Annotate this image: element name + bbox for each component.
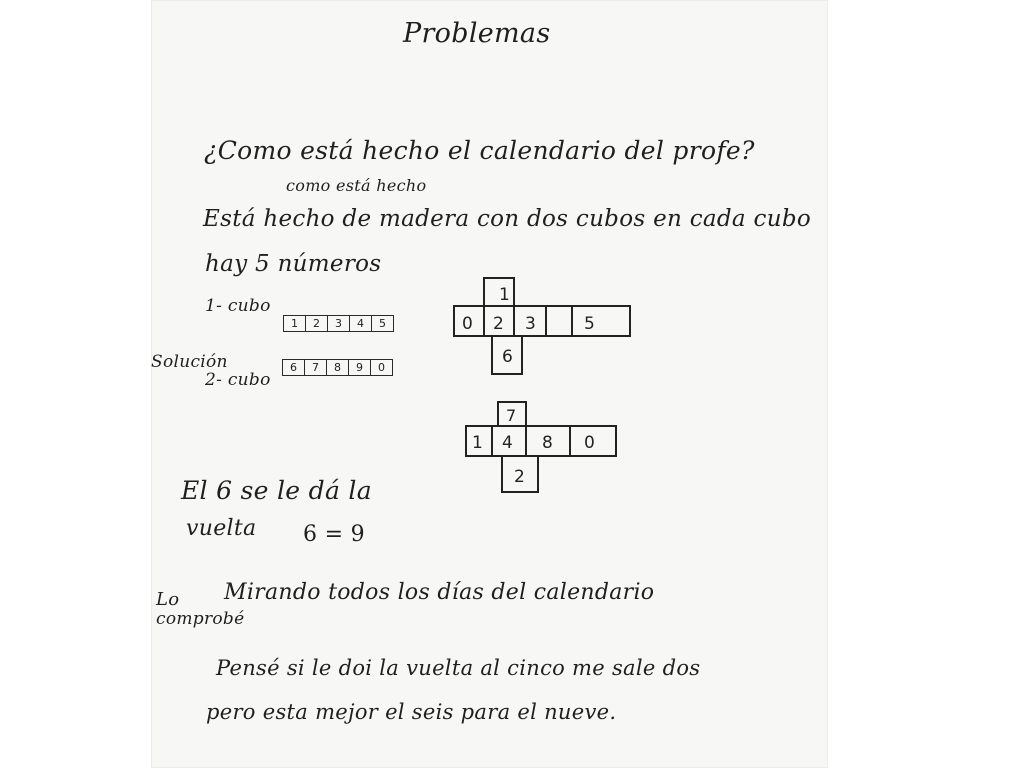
six-note-line-2: vuelta (186, 516, 257, 541)
net2-bottom-digit: 2 (514, 467, 525, 487)
digit-cell: 2 (306, 316, 328, 331)
net1-top-digit: 1 (499, 285, 510, 305)
net2-face-digit: 4 (502, 433, 513, 453)
cube-2-digit-strip (282, 359, 393, 376)
digit-cell: 3 (328, 316, 350, 331)
net1-face-digit: 0 (462, 314, 473, 334)
page-title: Problemas (403, 18, 551, 49)
digit-cell: 0 (378, 361, 385, 374)
net1-face-digit: 5 (584, 314, 595, 334)
cube-net-2 (462, 400, 620, 496)
net2-face-digit: 1 (472, 433, 483, 453)
digit-cell: 5 (379, 317, 386, 330)
net2-top-digit: 7 (506, 406, 517, 425)
six-note-line-1: El 6 se le dá la (181, 476, 372, 505)
digit-cell: 9 (349, 360, 371, 375)
net1-face-digit: 2 (493, 314, 504, 334)
answer-line-2: hay 5 números (205, 251, 382, 277)
answer-line-1: Está hecho de madera con dos cubos en cada cubo (203, 206, 812, 232)
digit-cell: 4 (350, 316, 372, 331)
net2-face-digit: 0 (584, 433, 595, 453)
cube-2-label: 2- cubo (205, 370, 271, 390)
net1-face-digit: 3 (525, 314, 536, 334)
cube-net-1 (450, 276, 634, 380)
net2-face-digit: 8 (542, 433, 553, 453)
pense-line-1: Pensé si le doi la vuelta al cinco me sale dos (216, 656, 701, 680)
question-note: como está hecho (286, 176, 427, 195)
digit-cell: 1 (284, 316, 306, 331)
cube-1-digit-strip (283, 315, 394, 332)
six-equals-nine: 6 = 9 (303, 522, 365, 547)
comprobe-label: comprobé (156, 609, 245, 629)
pense-line-2: pero esta mejor el seis para el nueve. (206, 700, 617, 724)
net1-bottom-digit: 6 (502, 347, 513, 367)
question-text: ¿Como está hecho el calendario del profe? (204, 136, 755, 165)
digit-cell: 6 (283, 360, 305, 375)
digit-cell: 8 (327, 360, 349, 375)
digit-cell: 7 (305, 360, 327, 375)
lo-label: Lo (156, 589, 180, 610)
mirando-text: Mirando todos los días del calendario (224, 580, 655, 605)
cube-1-label: 1- cubo (205, 296, 271, 316)
solucion-label: Solución (151, 352, 228, 372)
